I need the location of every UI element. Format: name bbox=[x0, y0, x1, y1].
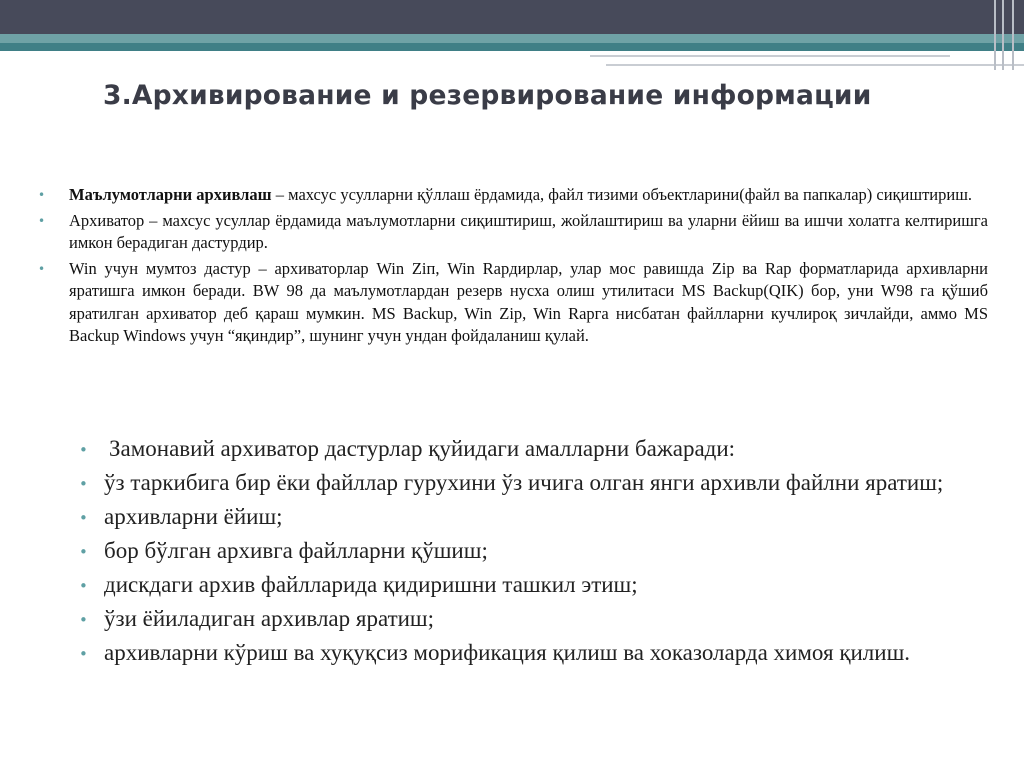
header-deco-vline bbox=[1002, 0, 1004, 70]
list-item-text: ўз таркибига бир ёки файллар гурухини ўз ичига олган янги архивли файлни яратиш; bbox=[104, 470, 944, 495]
list-item bbox=[79, 538, 1014, 564]
bullet-icon: • bbox=[79, 577, 88, 595]
list-item bbox=[79, 572, 1014, 598]
bullet-icon: • bbox=[38, 188, 46, 202]
header-deco-line bbox=[590, 55, 950, 57]
list-item-text: архивларни кўриш ва хуқуқсиз морификация қилиш ва хоказоларда химоя қилиш. bbox=[104, 640, 911, 665]
list-item bbox=[79, 470, 1014, 496]
definition-term: Маълумотларни архивлаш bbox=[69, 185, 272, 204]
bullet-icon: • bbox=[79, 543, 88, 561]
list-item-text: бор бўлган архивга файлларни қўшиш; bbox=[104, 538, 488, 563]
bullet-icon: • bbox=[79, 509, 88, 527]
list-item bbox=[79, 640, 1014, 666]
list-item bbox=[79, 436, 1014, 462]
list-item bbox=[79, 606, 1014, 632]
definition-item bbox=[38, 184, 988, 207]
definitions-list bbox=[38, 184, 988, 351]
definition-text: – махсус усулларни қўллаш ёрдамида, файл тизими объектларини(файл ва папкалар) сиқиштириш. bbox=[271, 185, 973, 204]
header-deco-line bbox=[606, 64, 1024, 66]
definition-item bbox=[38, 210, 988, 255]
header-deco-vline bbox=[994, 0, 996, 70]
list-item-text: дискдаги архив файлларида қидиришни ташкил этиш; bbox=[104, 572, 638, 597]
bullet-icon: • bbox=[79, 441, 88, 459]
bullet-icon: • bbox=[38, 261, 46, 276]
bullet-icon: • bbox=[79, 645, 88, 663]
slide-title: 3.Архивирование и резервирование информации bbox=[103, 80, 872, 111]
definition-item bbox=[38, 258, 988, 348]
header-band-teal bbox=[0, 34, 1024, 43]
definition-text: Win учун мумтоз дастур – архиваторлар Win Ziп, Win Rapдирлар, улар мос равишда Zip ва Rap форматларида архивларни яратишга имкон беради. BW 98 да маълумотлардан резерв нусха олиш утилитаси MS Backup(QIK) бор, уни W98 га қўшиб яратилган архиватор деб қараш мумкин. MS Backup, Win Zip, Win Rapга нисбатан файлларни кучлироқ зичлайди, аммо MS Backup Windows учун “яқиндир”, шунинг учун ундан фойдаланиш қулай. bbox=[69, 258, 988, 345]
header-band-teal-dark bbox=[0, 43, 1024, 51]
bullet-icon: • bbox=[38, 213, 46, 228]
list-item-text: архивларни ёйиш; bbox=[104, 504, 283, 529]
bullet-icon: • bbox=[79, 475, 88, 493]
bullet-icon: • bbox=[79, 611, 88, 629]
header-band-dark bbox=[0, 0, 1024, 34]
definition-text: Архиватор – махсус усуллар ёрдамида маълумотларни сиқиштириш, жойлаштириш ва уларни ёйиш ва ишчи холатга келтиришга имкон берадиган дастурдир. bbox=[69, 210, 988, 252]
functions-list bbox=[79, 436, 1014, 674]
list-item-text: ўзи ёйиладиган архивлар яратиш; bbox=[104, 606, 435, 631]
header-deco-vline bbox=[1012, 0, 1014, 70]
list-item bbox=[79, 504, 1014, 530]
list-item-text: Замонавий архиватор дастурлар қуйидаги амалларни бажаради: bbox=[109, 436, 736, 461]
